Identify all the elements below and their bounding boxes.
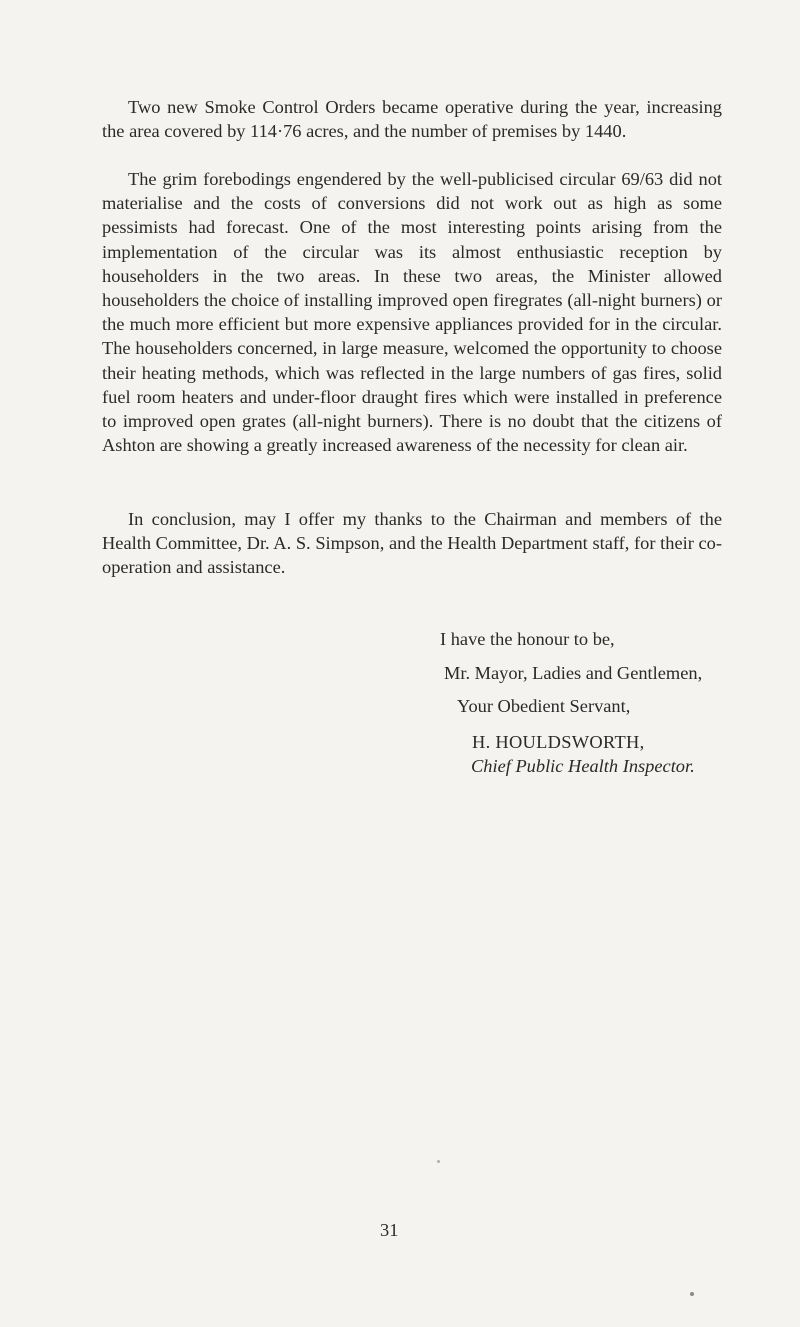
closing-obedient-servant: Your Obedient Servant, <box>457 696 631 716</box>
paper-speck-mark <box>437 1160 440 1163</box>
page-number: 31 <box>380 1220 399 1240</box>
closing-honour-line: I have the honour to be, <box>440 629 615 649</box>
signature-name: H. HOULDSWORTH, <box>472 732 645 752</box>
paragraph-text: The grim forebodings engendered by the well-publicised circular 69/63 did not materialise and the costs of conversions did not work out as high as some pessimists had forecast. One of the most interesting points arising from the implementation of the circular was its almost enthusiastic reception by householders in the two areas. In these two areas, the Minister allowed householders the choice of installing improved open firegrates (all-night burners) or the much more efficient but more expensive appliances provided for in the circular. The householders concerned, in large measure, welcomed the opportunity to choose their heating methods, which was reflected in the large numbers of gas fires, solid fuel room heaters and under-floor draught fires which were installed in preference to improved open grates (all-night burners). There is no doubt that the citizens of Ashton are showing a greatly increased awareness of the necessity for clean air. <box>102 169 722 456</box>
paragraph-smoke-control-orders <box>102 95 722 143</box>
paper-speck-mark <box>690 1292 694 1296</box>
paragraph-text: In conclusion, may I offer my thanks to the Chairman and members of the Health Committee, Dr. A. S. Simpson, and the Health Department staff, for their co-operation and assistance. <box>102 509 722 578</box>
signature-title: Chief Public Health Inspector. <box>471 756 695 776</box>
paragraph-text: Two new Smoke Control Orders became operative during the year, increasing the area covered by 114·76 acres, and the number of premises by 1440. <box>102 97 722 142</box>
paragraph-circular-reception <box>102 167 722 457</box>
closing-salutation: Mr. Mayor, Ladies and Gentlemen, <box>444 663 703 683</box>
paragraph-conclusion-thanks <box>102 507 722 580</box>
